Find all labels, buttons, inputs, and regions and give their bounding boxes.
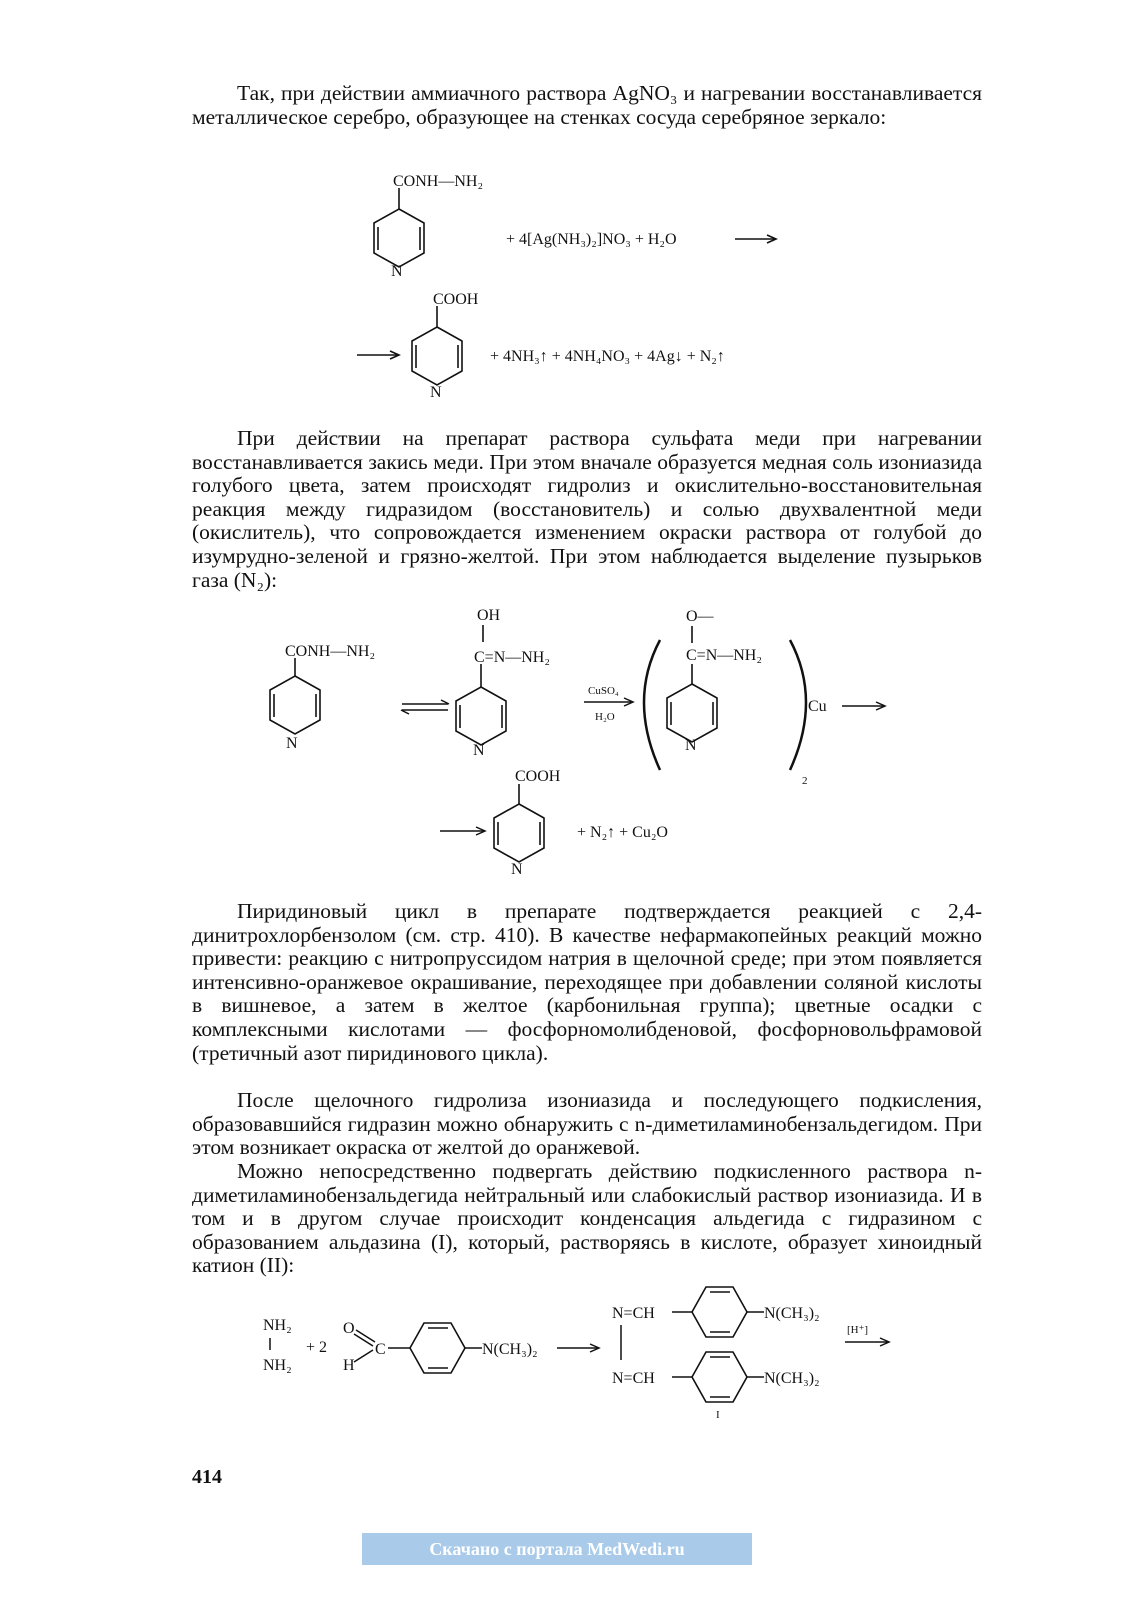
azine-bottom: N=CH [612,1370,655,1387]
paragraph-1: Так, при действии аммиачного раствора AgNO₃ и нагревании восстанавливается металлическое серебро, образующее на стенках сосуда серебряное зеркало: [192,81,982,129]
ring-n-2a: N [286,735,298,752]
complex-o: O— [686,608,714,625]
substituent-1a: CONH—NH₂ [393,173,484,190]
benzene-ring-3c [672,1352,764,1402]
paragraph-2: При действии на препарат раствора сульфата меди при нагревании восстанавливается закись меди. При этом вначале образуется медная соль изониазида голубого цвета, затем происходят гидролиз и окислительно-восстановительная реакция между гидразидом (восстановитель) и солью двухвалентной меди (окислитель), что сопровождается изменением окраски раствора от голубой до изумрудно-зеленой и грязно-желтой. При этом наблюдается выделение пузырьков газа (N₂): [192,426,982,592]
dimethylamino-3: N(CH₃)₂ [764,1370,820,1387]
enol-chain: C=N—NH₂ [474,649,550,666]
aldehyde-c: C [375,1341,386,1358]
arrow-3b [845,1338,889,1346]
reagent-h2o: H₂O [595,711,615,723]
enol-oh: OH [477,607,501,624]
paragraph-3: Пиридиновый цикл в препарате подтверждается реакцией с 2,4-динитрохлорбензолом (см. стр. 410). В качестве нефармакопейных реакций можно привести: реакцию с нитропруссидом натрия в щелочной среде; при этом появляется интенсивно-оранжевое окрашивание, переходящее при добавлении соляной кислоты в вишневое, а затем в желтое (карбонильная группа); цветные осадки с комплексными кислотами — фосфорномолибденовой, фосфорновольфрамовой (третичный азот пиридинового цикла). [192,899,982,1065]
benzene-ring-3b [672,1287,764,1337]
azine-top: N=CH [612,1305,655,1322]
paragraph-4: После щелочного гидролиза изониазида и последующего подкисления, образовавшийся гидразин можно обнаружить с n-диметиламинобензальдегидом. При этом возникает окраска от желтой до оранжевой. [192,1088,982,1160]
hydrazine-nh2-top: NH₂ [263,1317,292,1334]
acid-label: [H⁺] [847,1324,869,1336]
page-number: 414 [192,1466,222,1488]
ring-n-2b: N [473,742,485,759]
compound-label-I: I [716,1409,720,1421]
aldehyde-h: H [343,1357,355,1374]
product-1: COOH [433,291,479,308]
hydrazine-nh2-bottom: NH₂ [263,1357,292,1374]
product-2: COOH [515,768,561,785]
benzene-ring-3a [410,1323,482,1373]
reagents-1: + 4[Ag(NH₃)₂]NO₃ + H₂O [506,231,677,248]
aldehyde-o: O [343,1320,355,1337]
paragraph-5: Можно непосредственно подвергать действию подкисленного раствора n-диметиламинобензальдегида нейтральный или слабокислый раствор изониазида. И в том и в другом случае происходит конденсация альдегида с гидразином с образованием альдазина (I), который, растворяясь в кислоте, образует хиноидный катион (II): [192,1159,982,1278]
arrow-3a [557,1344,599,1352]
reagent-cuso4: CuSO₄ [588,685,619,697]
substituent-2a: CONH—NH₂ [285,643,376,660]
complex-chain: C=N—NH₂ [686,647,762,664]
byproducts-1: + 4NH₃↑ + 4NH₄NO₃ + 4Ag↓ + N₂↑ [490,348,725,365]
plus-coefficient: + 2 [306,1339,328,1356]
dimethylamino-2: N(CH₃)₂ [764,1305,820,1322]
ring-n-1b: N [430,384,442,401]
source-banner[interactable]: Скачано с портала MedWedi.ru [362,1533,752,1565]
dimethylamino-1: N(CH₃)₂ [482,1341,538,1358]
ring-n-2d: N [511,861,523,878]
ring-n-2c: N [685,737,697,754]
byproducts-2: + N₂↑ + Cu₂O [577,824,668,841]
complex-subscript: 2 [802,775,808,787]
ring-n-1a: N [391,263,403,280]
copper-label: Cu [808,698,827,715]
